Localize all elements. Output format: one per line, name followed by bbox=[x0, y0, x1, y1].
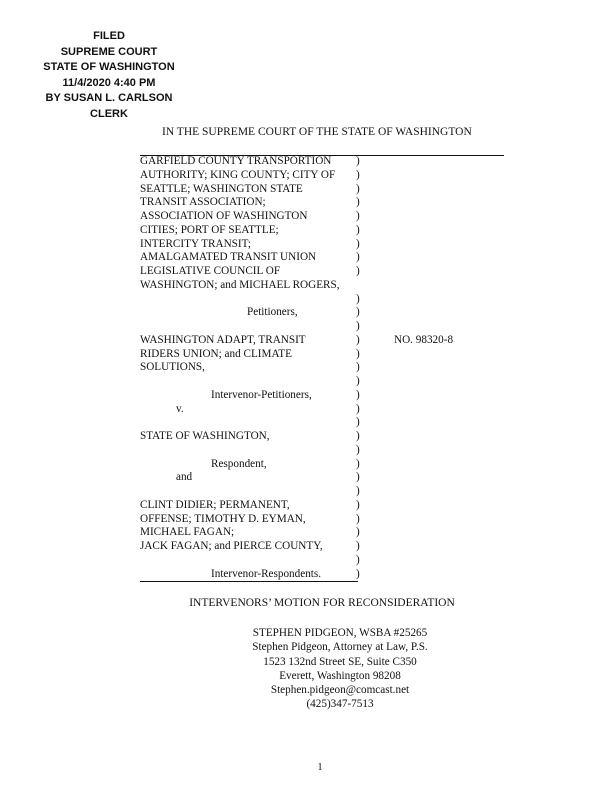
signature-line: 1523 132nd Street SE, Suite C350 bbox=[263, 655, 417, 668]
caption-paren: ) bbox=[356, 210, 360, 222]
party-line: AUTHORITY; KING COUNTY; CITY OF bbox=[140, 168, 336, 181]
party-line: OFFENSE; TIMOTHY D. EYMAN, bbox=[140, 512, 306, 525]
party-line: INTERCITY TRANSIT; bbox=[140, 237, 251, 250]
caption-paren: ) bbox=[356, 567, 360, 580]
stamp-line: STATE OF WASHINGTON bbox=[43, 61, 175, 74]
caption-paren: ) bbox=[356, 540, 360, 552]
intervenor-respondents-role: Intervenor-Respondents. bbox=[211, 567, 322, 580]
party-line: SEATTLE; WASHINGTON STATE bbox=[140, 182, 303, 195]
caption-paren: ) bbox=[356, 416, 360, 429]
caption-paren: ) bbox=[356, 320, 360, 332]
case-number: NO. 98320-8 bbox=[394, 334, 454, 346]
party-line: CITIES; PORT OF SEATTLE; bbox=[140, 223, 279, 236]
caption-paren bbox=[356, 279, 364, 293]
caption-paren: ) bbox=[356, 443, 360, 456]
party-line: TRANSIT ASSOCIATION; bbox=[140, 196, 266, 209]
caption-paren: ) bbox=[356, 196, 360, 209]
party-line: RIDERS UNION; and CLIMATE bbox=[140, 347, 292, 360]
party-line: GARFIELD COUNTY TRANSPORTION bbox=[140, 155, 332, 167]
signature-line: Stephen Pidgeon, Attorney at Law, P.S. bbox=[252, 641, 428, 654]
caption-paren: ) bbox=[356, 251, 360, 264]
party-line: LEGISLATIVE COUNCIL OF bbox=[140, 265, 281, 277]
signature-line: STEPHEN PIDGEON, WSBA #25265 bbox=[252, 627, 428, 639]
caption-paren: ) bbox=[356, 333, 360, 346]
party-line: AMALGAMATED TRANSIT UNION bbox=[140, 251, 317, 264]
case-caption bbox=[140, 155, 362, 581]
party-line: JACK FAGAN; and PIERCE COUNTY, bbox=[140, 540, 323, 552]
filing-stamp bbox=[14, 29, 204, 123]
caption-paren: ) bbox=[356, 512, 360, 525]
caption-paren: ) bbox=[356, 553, 360, 566]
caption-paren: ) bbox=[356, 182, 360, 195]
signature-line: (425)347-7513 bbox=[306, 698, 374, 711]
party-line: CLINT DIDIER; PERMANENT, bbox=[140, 498, 290, 511]
caption-paren: ) bbox=[356, 155, 360, 167]
motion-title: INTERVENORS’ MOTION FOR RECONSIDERATION bbox=[189, 597, 455, 609]
versus-label: v. bbox=[176, 402, 184, 415]
respondent-name: STATE OF WASHINGTON, bbox=[140, 430, 270, 442]
caption-paren: ) bbox=[356, 457, 360, 470]
caption-paren: ) bbox=[356, 375, 360, 387]
party-line: MICHAEL FAGAN; bbox=[140, 526, 235, 539]
caption-paren: ) bbox=[356, 237, 360, 250]
caption-paren: ) bbox=[356, 485, 360, 497]
caption-paren: ) bbox=[356, 361, 360, 374]
party-line: ASSOCIATION OF WASHINGTON bbox=[140, 210, 308, 222]
stamp-line: FILED bbox=[93, 30, 125, 42]
caption-paren: ) bbox=[356, 471, 360, 484]
caption-paren: ) bbox=[356, 306, 360, 319]
page-number: 1 bbox=[317, 762, 323, 773]
party-line: SOLUTIONS, bbox=[140, 361, 205, 374]
party-line: WASHINGTON ADAPT, TRANSIT bbox=[140, 333, 306, 346]
and-label: and bbox=[176, 471, 193, 484]
caption-paren: ) bbox=[356, 402, 360, 415]
stamp-line: 11/4/2020 4:40 PM bbox=[62, 76, 156, 89]
party-line: WASHINGTON; and MICHAEL ROGERS, bbox=[140, 278, 340, 291]
stamp-line: SUPREME COURT bbox=[60, 45, 158, 58]
caption-paren: ) bbox=[356, 292, 360, 305]
caption-paren: ) bbox=[356, 223, 360, 236]
petitioners-role: Petitioners, bbox=[247, 306, 298, 319]
caption-bottom-rule bbox=[140, 581, 358, 582]
court-title: IN THE SUPREME COURT OF THE STATE OF WASHINGTON bbox=[162, 126, 472, 138]
stamp-line: CLERK bbox=[90, 107, 128, 120]
caption-paren: ) bbox=[356, 347, 360, 360]
caption-paren: ) bbox=[356, 526, 360, 539]
caption-paren: ) bbox=[356, 388, 360, 401]
signature-block bbox=[230, 626, 450, 712]
caption-paren: ) bbox=[356, 498, 360, 511]
signature-email[interactable]: Stephen.pidgeon@comcast.net bbox=[270, 684, 410, 697]
signature-line: Everett, Washington 98208 bbox=[279, 669, 401, 682]
caption-paren: ) bbox=[356, 265, 360, 277]
intervenor-petitioners-role: Intervenor-Petitioners, bbox=[211, 388, 312, 401]
caption-parentheses bbox=[356, 155, 364, 581]
caption-paren: ) bbox=[356, 430, 360, 442]
caption-paren: ) bbox=[356, 168, 360, 181]
stamp-line: BY SUSAN L. CARLSON bbox=[45, 92, 173, 105]
respondent-role: Respondent, bbox=[211, 457, 267, 470]
